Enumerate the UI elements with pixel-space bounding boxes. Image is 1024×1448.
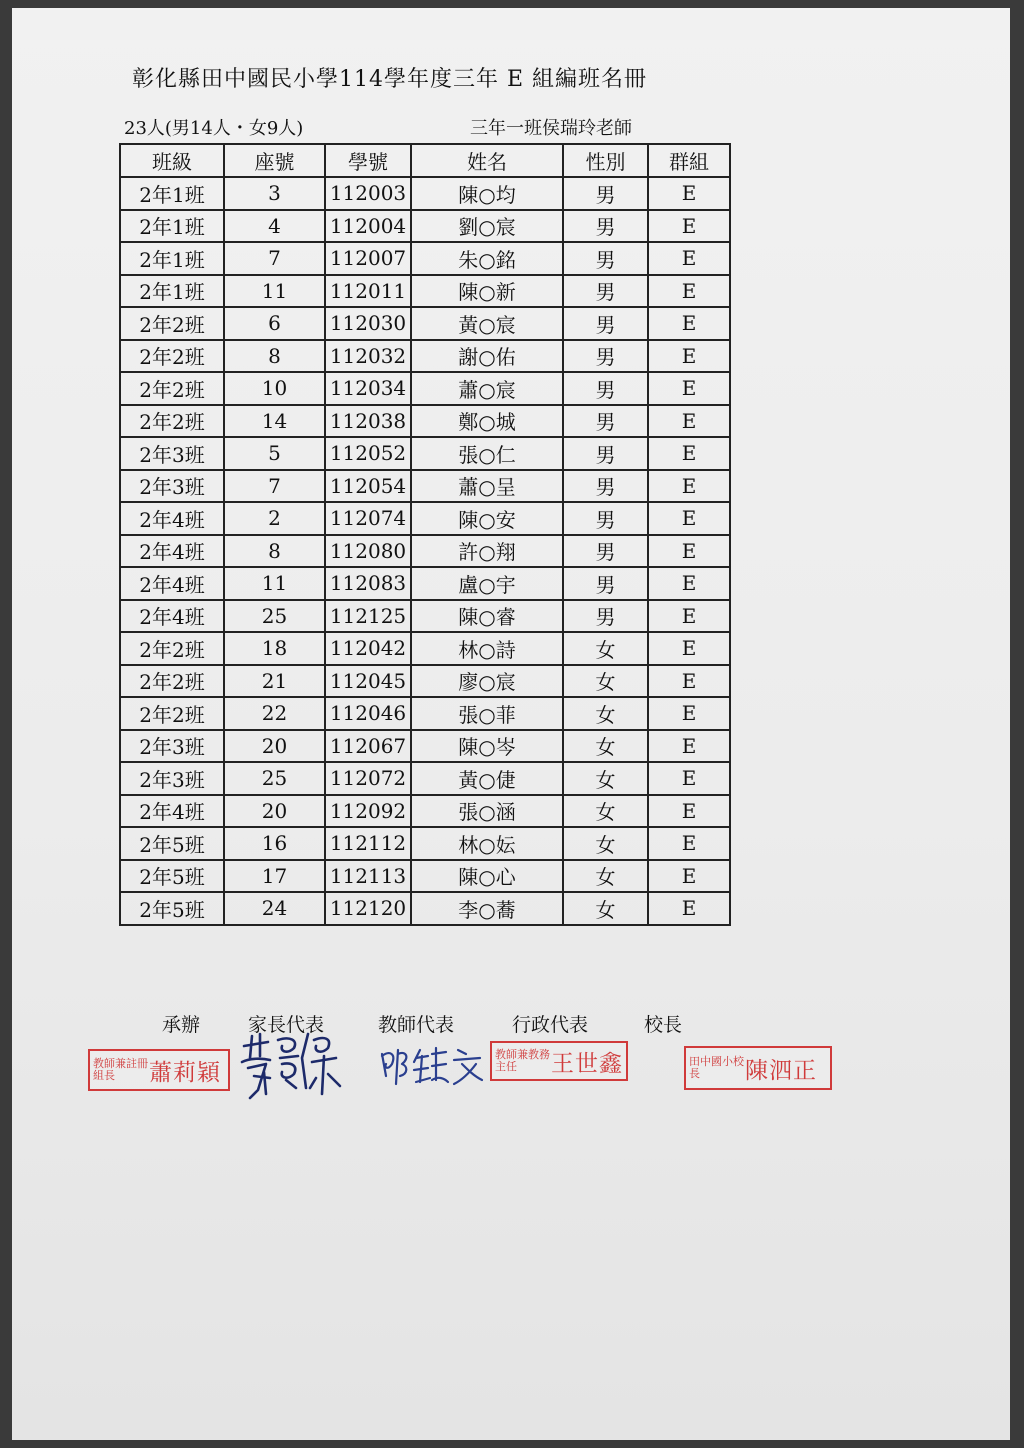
principal-seal-name: 陳泗正	[745, 1057, 817, 1084]
group-cell: E	[648, 892, 730, 925]
class-cell: 2年4班	[120, 567, 224, 600]
name-cell: 許○翔	[411, 535, 563, 568]
table-row	[120, 665, 730, 698]
group-cell: E	[648, 665, 730, 698]
gender-cell: 男	[563, 242, 648, 275]
group-cell: E	[648, 827, 730, 860]
seat-cell: 20	[224, 795, 325, 828]
seat-cell: 11	[224, 275, 325, 308]
homeroom-teacher: 三年一班侯瑞玲老師	[470, 118, 632, 139]
admin-seal-title: 教師兼教務主任	[495, 1048, 550, 1073]
group-cell: E	[648, 697, 730, 730]
seat-cell: 5	[224, 437, 325, 470]
table-row	[120, 795, 730, 828]
table-row	[120, 892, 730, 925]
group-cell: E	[648, 340, 730, 373]
student-id-cell: 112038	[325, 405, 411, 438]
seat-cell: 8	[224, 535, 325, 568]
gender-cell: 男	[563, 307, 648, 340]
seat-cell: 10	[224, 372, 325, 405]
student-id-cell: 112083	[325, 567, 411, 600]
gender-cell: 男	[563, 600, 648, 633]
seat-cell: 18	[224, 632, 325, 665]
group-cell: E	[648, 567, 730, 600]
name-cell: 蕭○呈	[411, 470, 563, 503]
name-cell: 蕭○宸	[411, 372, 563, 405]
table-row	[120, 470, 730, 503]
gender-cell: 女	[563, 697, 648, 730]
group-cell: E	[648, 177, 730, 210]
class-cell: 2年4班	[120, 795, 224, 828]
student-id-cell: 112067	[325, 730, 411, 763]
name-cell: 盧○宇	[411, 567, 563, 600]
seat-cell: 3	[224, 177, 325, 210]
seat-cell: 2	[224, 502, 325, 535]
gender-cell: 男	[563, 470, 648, 503]
gender-cell: 女	[563, 827, 648, 860]
class-cell: 2年4班	[120, 600, 224, 633]
handler-seal-title: 教師兼註冊組長	[93, 1057, 148, 1082]
student-id-cell: 112072	[325, 762, 411, 795]
class-cell: 2年2班	[120, 405, 224, 438]
student-id-cell: 112054	[325, 470, 411, 503]
table-row	[120, 340, 730, 373]
student-id-cell: 112007	[325, 242, 411, 275]
seat-cell: 24	[224, 892, 325, 925]
table-row	[120, 405, 730, 438]
name-cell: 張○菲	[411, 697, 563, 730]
class-cell: 2年3班	[120, 470, 224, 503]
gender-cell: 男	[563, 372, 648, 405]
student-id-cell: 112034	[325, 372, 411, 405]
admin-seal-stamp	[490, 1041, 628, 1081]
signature-labels	[0, 1010, 1000, 1040]
group-cell: E	[648, 502, 730, 535]
class-cell: 2年2班	[120, 372, 224, 405]
student-count: 23人(男14人・女9人)	[124, 118, 304, 139]
column-header: 座號	[224, 144, 325, 177]
gender-cell: 女	[563, 892, 648, 925]
class-cell: 2年1班	[120, 210, 224, 243]
group-cell: E	[648, 762, 730, 795]
name-cell: 謝○佑	[411, 340, 563, 373]
seat-cell: 17	[224, 860, 325, 893]
group-cell: E	[648, 600, 730, 633]
column-header: 姓名	[411, 144, 563, 177]
class-cell: 2年2班	[120, 697, 224, 730]
student-id-cell: 112032	[325, 340, 411, 373]
name-cell: 陳○安	[411, 502, 563, 535]
group-cell: E	[648, 307, 730, 340]
seat-cell: 21	[224, 665, 325, 698]
seat-cell: 6	[224, 307, 325, 340]
name-cell: 陳○新	[411, 275, 563, 308]
seat-cell: 8	[224, 340, 325, 373]
name-cell: 鄭○城	[411, 405, 563, 438]
name-cell: 朱○銘	[411, 242, 563, 275]
student-id-cell: 112052	[325, 437, 411, 470]
student-id-cell: 112045	[325, 665, 411, 698]
seat-cell: 22	[224, 697, 325, 730]
gender-cell: 男	[563, 502, 648, 535]
label-teacher-rep: 教師代表	[378, 1014, 455, 1036]
name-cell: 黃○宸	[411, 307, 563, 340]
gender-cell: 男	[563, 340, 648, 373]
table-row	[120, 177, 730, 210]
table-row	[120, 600, 730, 633]
gender-cell: 男	[563, 210, 648, 243]
label-parent-rep: 家長代表	[248, 1014, 325, 1036]
table-row	[120, 730, 730, 763]
group-cell: E	[648, 210, 730, 243]
name-cell: 陳○心	[411, 860, 563, 893]
student-id-cell: 112030	[325, 307, 411, 340]
table-row	[120, 210, 730, 243]
seat-cell: 25	[224, 762, 325, 795]
student-id-cell: 112011	[325, 275, 411, 308]
gender-cell: 男	[563, 177, 648, 210]
group-cell: E	[648, 730, 730, 763]
class-cell: 2年1班	[120, 177, 224, 210]
gender-cell: 女	[563, 730, 648, 763]
group-cell: E	[648, 405, 730, 438]
name-cell: 林○詩	[411, 632, 563, 665]
group-cell: E	[648, 470, 730, 503]
parent-signature	[236, 1028, 346, 1100]
group-cell: E	[648, 372, 730, 405]
class-cell: 2年3班	[120, 762, 224, 795]
table-row	[120, 632, 730, 665]
class-cell: 2年5班	[120, 827, 224, 860]
student-id-cell: 112080	[325, 535, 411, 568]
name-cell: 劉○宸	[411, 210, 563, 243]
gender-cell: 男	[563, 405, 648, 438]
seat-cell: 14	[224, 405, 325, 438]
group-cell: E	[648, 795, 730, 828]
admin-seal-name: 王世鑫	[551, 1050, 623, 1077]
handler-seal-name: 蕭莉穎	[149, 1059, 221, 1086]
group-cell: E	[648, 242, 730, 275]
student-id-cell: 112003	[325, 177, 411, 210]
group-cell: E	[648, 275, 730, 308]
group-cell: E	[648, 535, 730, 568]
label-admin-rep: 行政代表	[512, 1014, 589, 1036]
class-cell: 2年2班	[120, 665, 224, 698]
table-row	[120, 502, 730, 535]
table-row	[120, 372, 730, 405]
gender-cell: 男	[563, 275, 648, 308]
label-handler: 承辦	[162, 1014, 201, 1036]
principal-seal-title: 田中國小校長	[689, 1055, 744, 1080]
principal-seal-stamp	[684, 1046, 832, 1090]
class-cell: 2年1班	[120, 242, 224, 275]
column-header: 班級	[120, 144, 224, 177]
handler-seal-stamp	[88, 1049, 230, 1091]
column-header: 學號	[325, 144, 411, 177]
gender-cell: 女	[563, 860, 648, 893]
name-cell: 李○蕎	[411, 892, 563, 925]
group-cell: E	[648, 437, 730, 470]
table-row	[120, 697, 730, 730]
class-cell: 2年4班	[120, 502, 224, 535]
name-cell: 陳○岑	[411, 730, 563, 763]
group-cell: E	[648, 860, 730, 893]
seat-cell: 4	[224, 210, 325, 243]
group-cell: E	[648, 632, 730, 665]
name-cell: 陳○均	[411, 177, 563, 210]
table-row	[120, 242, 730, 275]
table-row	[120, 535, 730, 568]
table-row	[120, 762, 730, 795]
seat-cell: 7	[224, 242, 325, 275]
student-id-cell: 112112	[325, 827, 411, 860]
seat-cell: 25	[224, 600, 325, 633]
seat-cell: 20	[224, 730, 325, 763]
name-cell: 黃○倢	[411, 762, 563, 795]
name-cell: 張○涵	[411, 795, 563, 828]
table-row	[120, 275, 730, 308]
table-row	[120, 307, 730, 340]
student-id-cell: 112046	[325, 697, 411, 730]
student-id-cell: 112042	[325, 632, 411, 665]
class-roster-table	[119, 143, 731, 926]
class-cell: 2年4班	[120, 535, 224, 568]
seat-cell: 7	[224, 470, 325, 503]
document-title: 彰化縣田中國民小學114學年度三年 E 組編班名冊	[132, 67, 648, 92]
table-row	[120, 567, 730, 600]
student-id-cell: 112120	[325, 892, 411, 925]
column-header: 性別	[563, 144, 648, 177]
student-id-cell: 112074	[325, 502, 411, 535]
class-cell: 2年3班	[120, 437, 224, 470]
table-header-row	[120, 144, 730, 177]
gender-cell: 女	[563, 665, 648, 698]
column-header: 群組	[648, 144, 730, 177]
teacher-signature	[376, 1040, 488, 1100]
gender-cell: 女	[563, 762, 648, 795]
name-cell: 林○妘	[411, 827, 563, 860]
class-cell: 2年2班	[120, 307, 224, 340]
gender-cell: 女	[563, 632, 648, 665]
class-cell: 2年3班	[120, 730, 224, 763]
table-row	[120, 827, 730, 860]
class-cell: 2年5班	[120, 860, 224, 893]
name-cell: 陳○睿	[411, 600, 563, 633]
student-id-cell: 112125	[325, 600, 411, 633]
class-cell: 2年2班	[120, 632, 224, 665]
student-id-cell: 112004	[325, 210, 411, 243]
gender-cell: 女	[563, 795, 648, 828]
student-id-cell: 112113	[325, 860, 411, 893]
gender-cell: 男	[563, 567, 648, 600]
gender-cell: 男	[563, 535, 648, 568]
table-row	[120, 860, 730, 893]
name-cell: 張○仁	[411, 437, 563, 470]
table-row	[120, 437, 730, 470]
gender-cell: 男	[563, 437, 648, 470]
table-body	[120, 177, 730, 925]
seat-cell: 11	[224, 567, 325, 600]
label-principal: 校長	[644, 1014, 683, 1036]
name-cell: 廖○宸	[411, 665, 563, 698]
class-cell: 2年5班	[120, 892, 224, 925]
class-cell: 2年1班	[120, 275, 224, 308]
student-id-cell: 112092	[325, 795, 411, 828]
seat-cell: 16	[224, 827, 325, 860]
class-cell: 2年2班	[120, 340, 224, 373]
